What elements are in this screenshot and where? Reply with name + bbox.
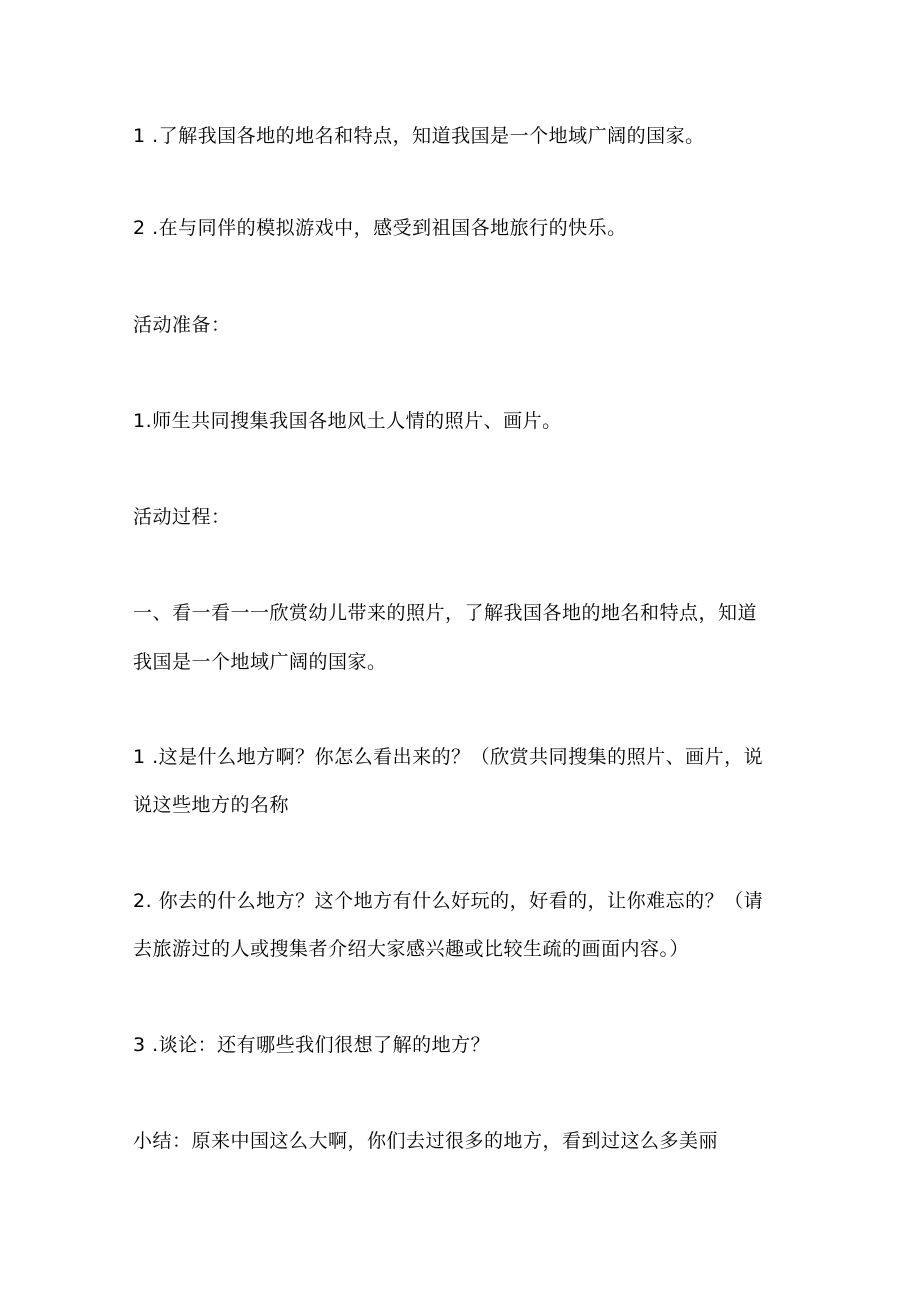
goal-item-1: 1 .了解我国各地的地名和特点，知道我国是一个地域广阔的国家。 [133,125,705,147]
section-heading-preparation: 活动准备： [133,314,231,336]
process-step-1-line-2: 我国是一个地域广阔的国家。 [133,651,387,673]
question-2-line-1: 2. 你去的什么地方？这个地方有什么好玩的，好看的，让你难忘的？（请 [133,890,764,912]
preparation-item-1: 1.师生共同搜集我国各地风土人情的照片、画片。 [133,410,562,432]
question-2-line-2: 去旅游过的人或搜集者介绍大家感兴趣或比较生疏的画面内容。） [133,938,690,960]
question-1-line-1: 1 .这是什么地方啊？你怎么看出来的？（欣赏共同搜集的照片、画片，说 [133,746,764,768]
question-1-line-2: 说这些地方的名称 [133,794,290,816]
section-heading-process: 活动过程： [133,506,231,528]
question-3: 3 .谈论：还有哪些我们很想了解的地方？ [133,1034,491,1056]
summary: 小结：原来中国这么大啊，你们去过很多的地方，看到过这么多美丽 [133,1130,719,1152]
goal-item-2: 2 .在与同伴的模拟游戏中，感受到祖国各地旅行的快乐。 [133,217,627,239]
process-step-1-line-1: 一、看一看一一欣赏幼儿带来的照片，了解我国各地的地名和特点，知道 [133,602,758,624]
